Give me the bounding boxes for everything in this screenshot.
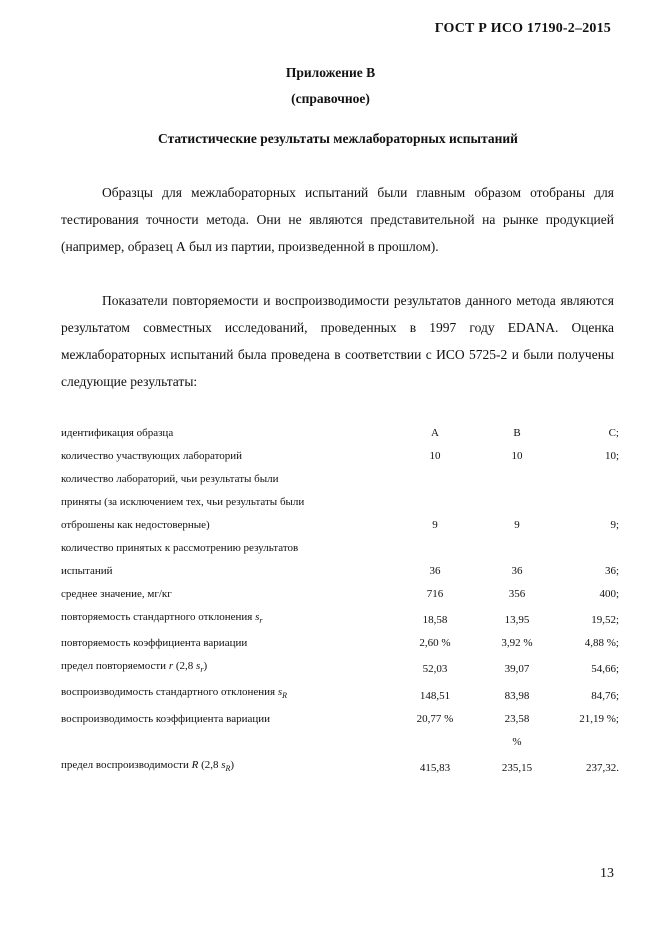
value-a: 2,60 % (419, 637, 451, 650)
label-text: воспроизводимость стандартного отклонения (61, 686, 278, 699)
label-text: предел повторяемости (61, 660, 169, 673)
label-text: предел воспроизводимости (61, 758, 192, 771)
value-b: B (513, 427, 521, 439)
value-c: 54,66; (591, 663, 619, 676)
label-text: ) (203, 660, 208, 673)
document-header: ГОСТ Р ИСО 17190-2–2015 (434, 21, 611, 36)
value-b: 356 (508, 588, 526, 600)
symbol-s: s (196, 660, 201, 673)
symbol-s: s (277, 686, 283, 699)
label-text: ) (230, 758, 235, 771)
value-a (395, 491, 475, 514)
table-row (61, 445, 619, 468)
table-row (61, 583, 619, 606)
symbol-s: s (221, 758, 226, 771)
value-c (559, 468, 619, 491)
symbol-s: s (255, 611, 260, 623)
value-c: 400; (599, 588, 619, 600)
symbol-r: r (168, 660, 174, 673)
value-a: 9 (432, 519, 438, 531)
value-c: 84,76; (591, 689, 619, 702)
row-label: среднее значение, мг/кг (61, 588, 172, 600)
row-label (61, 655, 395, 681)
value-c: 10; (604, 450, 619, 462)
table-row (61, 560, 619, 583)
value-c: 9; (610, 519, 619, 531)
row-label: идентификация образца (61, 427, 174, 439)
row-label: испытаний (61, 565, 113, 577)
row-label: количество лабораторий, чьи результаты были (61, 473, 279, 485)
row-label: воспроизводимость коэффициента вариации (61, 712, 270, 725)
value-b: 39,07 (504, 663, 530, 676)
section-title: Статистические результаты межлабораторных испытаний (158, 131, 518, 146)
appendix-title: Приложение В (285, 65, 376, 80)
row-label: приняты (за исключением тех, чьи результаты были (61, 496, 305, 508)
subscript-R: R (282, 691, 287, 701)
row-label: количество принятых к рассмотрению результатов (61, 542, 299, 554)
value-c: 21,19 %; (579, 712, 619, 725)
table-row (61, 754, 619, 780)
value-c (559, 537, 619, 560)
value-c (559, 491, 619, 514)
symbol-R: R (191, 758, 199, 771)
paragraph-1 (61, 179, 614, 260)
value-b (475, 468, 559, 491)
subscript-R: R (225, 763, 231, 773)
appendix-subtitle: (справочное) (291, 91, 370, 106)
value-b (475, 537, 559, 560)
value-b: 36 (511, 565, 523, 577)
row-label: отброшены как недостоверные) (61, 519, 210, 531)
value-a (395, 468, 475, 491)
subscript-r: r (200, 665, 204, 675)
row-label (61, 731, 395, 754)
paragraph-text: Образцы для межлабораторных испытаний были главным образом отобраны для тестирования точности метода. Они не являются представительной на рынке продукцией (например, образец А был из партии, произведенной в прошлом). (61, 185, 614, 254)
table-row (61, 491, 619, 514)
table-row (61, 632, 619, 655)
value-b: 10 (511, 450, 523, 462)
table-row (61, 422, 619, 445)
label-text: (2,8 (198, 758, 222, 771)
value-c: 237,32. (586, 761, 619, 774)
value-a: 52,03 (422, 663, 448, 676)
value-b: 9 (514, 519, 520, 531)
table-row (61, 681, 619, 707)
value-a: 716 (426, 588, 444, 600)
value-a: 18,58 (422, 614, 448, 627)
row-label (61, 681, 395, 707)
value-a: 20,77 % (416, 712, 454, 725)
label-text: повторяемость стандартного отклонения (61, 611, 256, 623)
paragraph-2 (61, 287, 614, 395)
page-number: 13 (600, 866, 614, 881)
row-label: повторяемость коэффициента вариации (61, 637, 248, 650)
table-row (61, 537, 619, 560)
value-c: 4,88 %; (584, 637, 619, 650)
paragraph-text: Показатели повторяемости и воспроизводимости результатов данного метода являются результатом совместных исследований, проведенных в 1997 году EDANA. Оценка межлабораторных испытаний была проведена в соответствии с ИСО 5725-2 и были получены следующие результаты: (61, 293, 614, 389)
table-row (61, 655, 619, 681)
value-b: 23,58 (504, 712, 530, 725)
row-label (61, 606, 395, 632)
value-a: 10 (429, 450, 441, 462)
table-row (61, 468, 619, 491)
label-text: (2,8 (173, 660, 197, 673)
row-label (61, 754, 395, 780)
row-label: количество участвующих лабораторий (61, 450, 243, 462)
value-a (395, 537, 475, 560)
value-a: A (431, 427, 439, 439)
value-a: 415,83 (419, 761, 451, 774)
value-b: 83,98 (504, 689, 530, 702)
value-a: 36 (429, 565, 441, 577)
value-c: C; (608, 427, 619, 439)
value-b: 235,15 (501, 761, 533, 774)
table-row (61, 606, 619, 632)
table-row (61, 731, 619, 754)
table-row (61, 514, 619, 537)
table-row (61, 708, 619, 731)
value-b: 13,95 (504, 614, 530, 627)
value-c: 36; (604, 565, 619, 577)
results-table (61, 422, 619, 780)
value-a (395, 731, 475, 754)
value-c (559, 731, 619, 754)
value-a: 148,51 (419, 689, 451, 702)
value-b: 3,92 % (501, 637, 533, 650)
value-b (475, 491, 559, 514)
value-b: % (512, 735, 522, 748)
value-c: 19,52; (591, 614, 619, 627)
subscript-r: r (259, 616, 263, 626)
